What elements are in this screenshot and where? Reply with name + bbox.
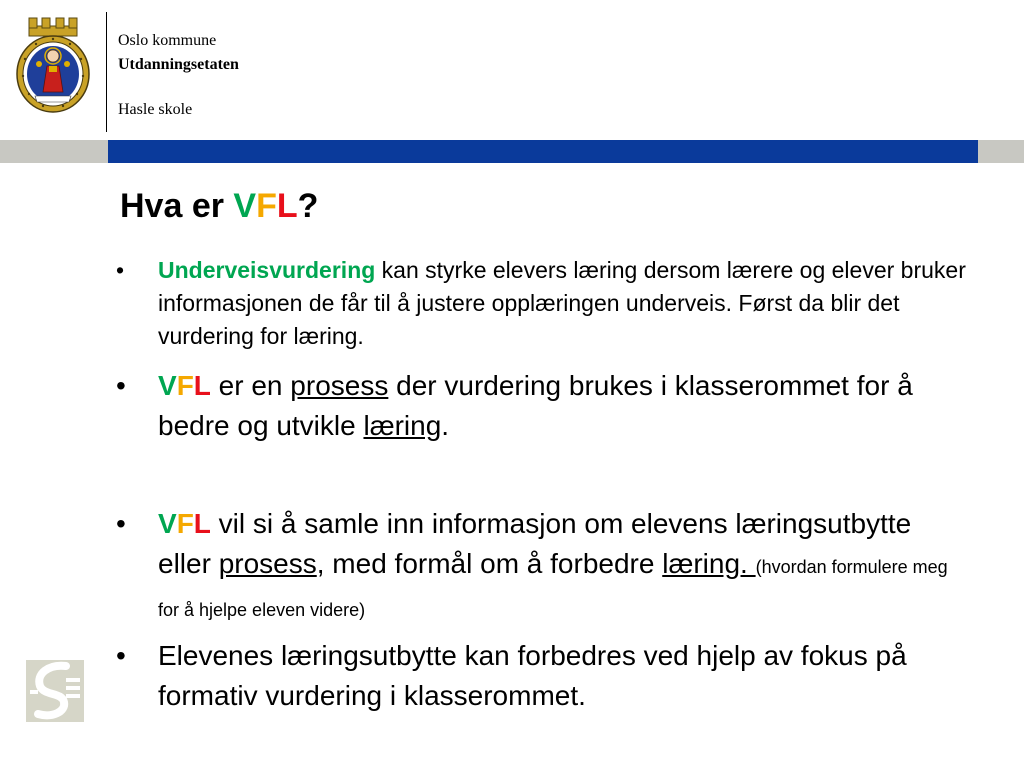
- bullet-body: kan styrke elevers læring dersom lærere og elever bruker informasjonen de får til å justere opplæringen underveis. Først da blir det vurdering for læring.: [158, 257, 966, 349]
- bullet-item: [116, 254, 966, 353]
- oslo-crest-icon: [15, 14, 91, 114]
- bullet-body: , med formål om å forbedre: [316, 548, 663, 579]
- bullet-body: Elevenes læringsutbytte kan forbedres ved hjelp av fokus på formativ vurdering i klasserommet.: [158, 640, 907, 711]
- bullet-item: [116, 366, 966, 446]
- vfl-v: V: [158, 508, 177, 539]
- slide-title: [120, 186, 318, 226]
- bullet-item: [116, 504, 966, 630]
- crown-icon: [29, 18, 77, 36]
- laering-link[interactable]: læring: [363, 410, 442, 441]
- oslo-kommune-logo-icon: [26, 660, 84, 722]
- title-prefix: Hva er: [120, 187, 234, 225]
- vfl-f: F: [176, 370, 194, 401]
- bullet-marker: •: [116, 508, 126, 539]
- org-name: Oslo kommune: [118, 32, 217, 49]
- vfl-l: L: [193, 370, 211, 401]
- bullet-body: vil si å samle inn informasjon om elevens læringsutbytte eller: [158, 508, 912, 579]
- header-band-blue: [108, 140, 978, 163]
- bullet-text: [158, 254, 966, 353]
- prosess-link[interactable]: prosess: [290, 370, 389, 401]
- bullet-item: [116, 636, 966, 716]
- bullet-note: (hvordan formulere meg for å hjelpe eleven videre): [158, 557, 948, 620]
- bullet-marker: •: [116, 257, 125, 283]
- title-suffix: ?: [297, 187, 319, 225]
- vfl-f: F: [176, 508, 194, 539]
- prosess-link[interactable]: prosess: [218, 548, 317, 579]
- bullet-text: [158, 366, 966, 446]
- bullet-highlight: Underveisvurdering: [158, 257, 376, 283]
- bullet-body: der vurdering brukes i klasserommet for å bedre og utvikle: [158, 370, 913, 441]
- title-f: F: [256, 187, 277, 225]
- vfl-v: V: [158, 370, 177, 401]
- header-divider: [106, 12, 107, 132]
- title-v: V: [233, 187, 257, 225]
- bullet-marker: •: [116, 370, 126, 401]
- org-department: Utdanningsetaten: [118, 56, 239, 73]
- bullet-body: .: [441, 410, 450, 441]
- bullet-body: er en: [210, 370, 291, 401]
- laering-link[interactable]: læring.: [662, 548, 756, 579]
- vfl-l: L: [193, 508, 211, 539]
- school-name: Hasle skole: [118, 101, 193, 118]
- title-l: L: [276, 187, 298, 225]
- bullet-text: [158, 504, 966, 630]
- bullet-marker: •: [116, 640, 126, 671]
